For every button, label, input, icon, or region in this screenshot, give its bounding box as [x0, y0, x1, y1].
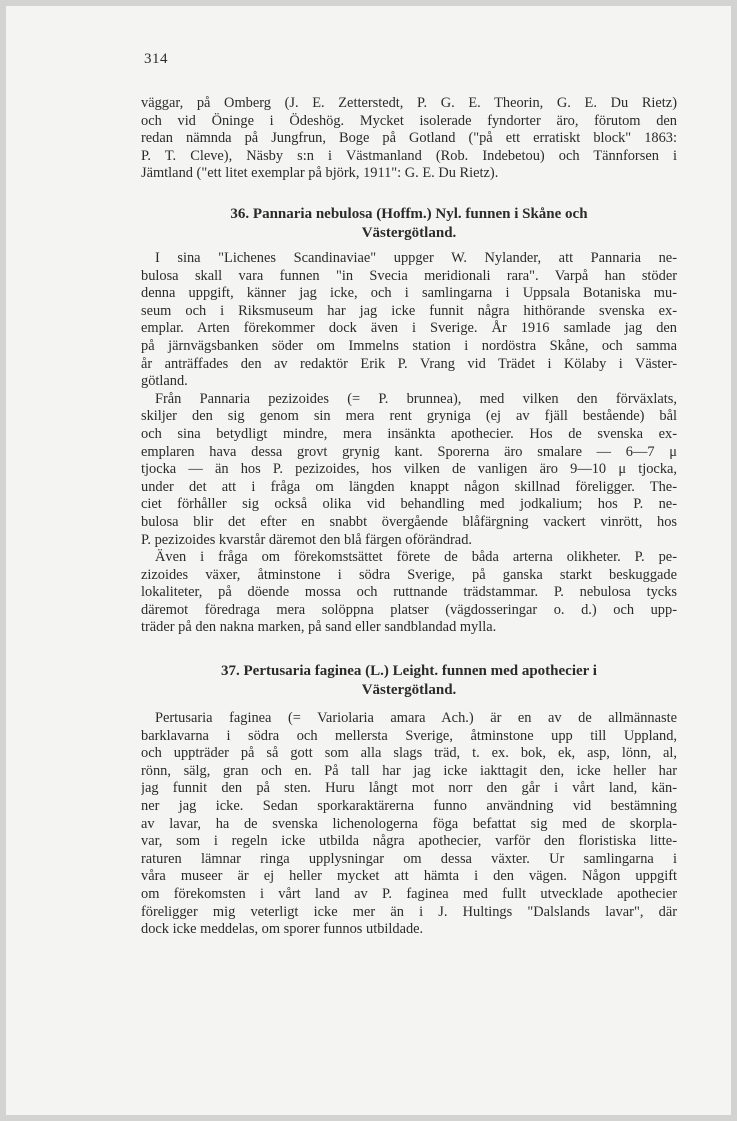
- text-line: götland.: [141, 373, 188, 390]
- page: [6, 6, 731, 1115]
- text-line: denna uppgift, känner jag icke, och i samlingarna i Uppsala Botaniska mu-: [141, 285, 677, 302]
- paragraph: [141, 250, 677, 391]
- text-line: under det att i fråga om längden knappt någon skillnad föreligger. The-: [141, 478, 677, 495]
- section-37-heading: [141, 662, 677, 700]
- text-line: dock icke meddelas, om sporer funnos utbildade.: [141, 921, 424, 938]
- section-37-body: [141, 710, 677, 939]
- text-line: ner jag icke. Sedan sporkaraktärerna funno användning vid bestämning: [141, 797, 677, 814]
- paragraph: [141, 549, 677, 637]
- text-line: Jämtland ("ett litet exemplar på björk, 1911": G. E. Du Rietz).: [141, 165, 499, 182]
- text-line: Även i fråga om förekomstsättet förete de båda arterna olikheter. P. pe-: [155, 549, 677, 566]
- text-line: I sina "Lichenes Scandinaviae" uppger W. Nylander, att Pannaria ne-: [155, 250, 677, 266]
- text-line: och uppträder på så gott som alla slags träd, t. ex. bok, ek, asp, lönn, al,: [141, 745, 677, 762]
- text-line: bulosa blir det efter en snabbt övergående blåfärgning vackert vinrött, hos: [141, 513, 677, 530]
- text-line: väggar, på Omberg (J. E. Zetterstedt, P. G. E. Theorin, G. E. Du Rietz): [141, 95, 677, 111]
- text-line: emplaren hava dessa grovt grynig kant. Sporerna äro smalare — 6—7 μ: [141, 443, 677, 460]
- text-line: Från Pannaria pezizoides (= P. brunnea), med vilken den förväxlats,: [155, 390, 677, 407]
- text-line: rönn, sälg, gran och en. På tall har jag icke iakttagit den, icke heller har: [141, 762, 677, 779]
- text-line: raturen lämnar ringa upplysningar om dessa växter. Ur samlingarna i: [141, 850, 677, 867]
- section-heading-line: Västergötland.: [361, 682, 457, 698]
- text-line: P. T. Cleve), Näsby s:n i Västmanland (Rob. Indebetou) och Tännforsen i: [141, 147, 677, 164]
- text-line: år anträffades den av redaktör Erik P. Vrang vid Trädet i Kölaby i Väster-: [141, 355, 677, 372]
- section-heading-line: 36. Pannaria nebulosa (Hoffm.) Nyl. funnen i Skåne och: [230, 206, 588, 222]
- text-line: tjocka — än hos P. pezizoides, hos vilken de vanligen äro 9—10 μ tjocka,: [141, 461, 677, 478]
- text-line: däremot föredraga mera solöppna platser (vägdosseringar o. d.) och upp-: [141, 601, 677, 618]
- text-line: zizoides växer, åtminstone i södra Sverige, på ganska starkt beskuggade: [141, 566, 677, 583]
- section-heading-line: 37. Pertusaria faginea (L.) Leight. funnen med apothecier i: [221, 663, 597, 679]
- section-36-body: [141, 250, 677, 637]
- text-line: och vid Öninge i Ödeshög. Mycket isolerade fyndorter äro, förutom den: [141, 112, 677, 129]
- text-line: och sina betydligt mindre, mera insänkta apothecier. Hos de svenska ex-: [141, 425, 677, 442]
- page-number: 314: [144, 51, 168, 67]
- text-line: P. pezizoides kvarstår däremot den blå färgen oförändrad.: [141, 531, 472, 548]
- text-line: emplar. Arten förekommer dock även i Sverige. År 1916 samlade jag den: [141, 320, 677, 337]
- text-line: träder på den nakna marken, på sand eller sandblandad mylla.: [141, 619, 497, 636]
- section-36-heading: [141, 205, 677, 243]
- intro-paragraph: [141, 95, 677, 183]
- paragraph: [141, 391, 677, 549]
- text-line: barklavarna i södra och mellersta Sverige, åtminstone upp till Uppland,: [141, 727, 677, 744]
- text-line: våra museer är ej heller mycket att hämta i den vägen. Någon uppgift: [141, 868, 677, 885]
- text-line: lokaliteter, på döende mossa och ruttnande trädstammar. P. nebulosa tycks: [141, 584, 677, 601]
- text-line: av lavar, ha de svenska lichenologerna föga befattat sig med de skorpla-: [141, 815, 677, 832]
- text-line: var, som i regeln icke utbilda några apothecier, varför den floristiska litte-: [141, 833, 677, 850]
- text-line: seum och i Riksmuseum har jag icke funnit några hithörande svenska ex-: [141, 302, 677, 319]
- text-line: redan nämnda på Jungfrun, Boge på Gotland ("på ett erratiskt block" 1863:: [141, 130, 677, 147]
- text-line: på järnvägsbanken söder om Immelns station i nordöstra Skåne, och samma: [141, 337, 677, 354]
- text-line: bulosa skall vara funnen "in Svecia meridionali rara". Varpå han stöder: [141, 267, 677, 284]
- section-heading-line: Västergötland.: [361, 225, 457, 241]
- paragraph: [141, 710, 677, 939]
- intro-text: [141, 95, 677, 183]
- text-line: skiljer den sig genom sin mera rent gryniga (ej av fjäll bestående) bål: [141, 408, 677, 425]
- text-line: jag funnit den på sten. Huru långt mot norr den går i vårt land, kän-: [141, 780, 677, 797]
- text-line: Pertusaria faginea (= Variolaria amara Ach.) är en av de allmännaste: [155, 710, 677, 726]
- text-line: om förekomsten i vårt land av P. faginea med fullt utvecklade apothecier: [141, 885, 677, 902]
- text-line: föreligger mig veterligt icke mer än i J. Hultings "Dalslands lavar", där: [141, 903, 677, 920]
- text-line: ciet förhåller sig också olika vid behandling med jodkalium; hos P. ne-: [141, 496, 677, 513]
